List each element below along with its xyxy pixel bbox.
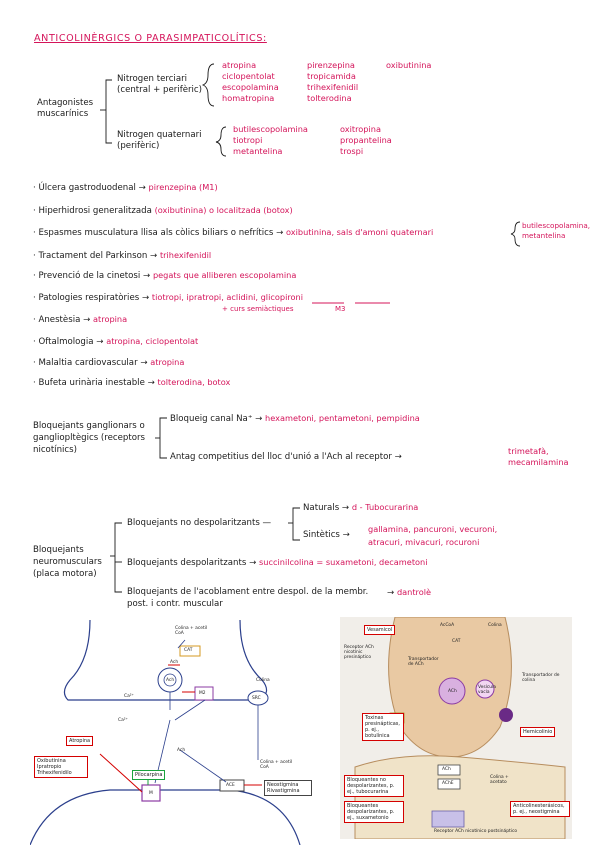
fig-right-toxinas: Toxinas presinápticas, p. ej., botulínica <box>362 713 404 741</box>
fig-left-ach-mid: Ach <box>177 748 186 753</box>
use-respiratories: · Patologies respiratòries → tiotropi, ipratropi, aclidini, glicopironi <box>33 292 303 303</box>
fig-right-cat: CAT <box>452 639 461 644</box>
quaternari-col2 <box>340 124 392 157</box>
fig-right-acetilcoa: AcCoA <box>440 623 455 628</box>
neuromusculars-label: Bloquejants neuromusculars (placa motora) <box>33 545 102 579</box>
fig-right-hemicolinio: Hemicolinio <box>520 727 555 737</box>
terciari-col3 <box>386 60 431 71</box>
terciari-col2 <box>307 60 358 104</box>
quaternari-col1 <box>233 124 308 157</box>
fig-left-oxibutinina: Oxibutinina Ipratropio Trihexifenidilo <box>34 756 88 778</box>
figure-left-drawing <box>30 620 315 845</box>
naturals-label: Naturals → d - Tubocurarina <box>303 502 419 513</box>
use-espasmes-extra: butilescopolamina, metantelina <box>522 221 591 240</box>
figure-right <box>340 617 572 839</box>
fig-right-ach2: ACh <box>442 767 451 772</box>
fig-right-ach: ACh <box>448 689 457 694</box>
fig-right-receptor-pre: Receptor ACh nicotínic presináptico <box>344 645 374 660</box>
drug-name: oxibutinina <box>386 60 432 70</box>
use-espasmes: · Espasmes musculatura llisa als còlics biliars o nefrítics → oxibutinina, sals d'amoni quaternari <box>33 227 433 238</box>
fig-right-transportador: Transportador de ACh <box>408 657 439 667</box>
drug-name: butilescopolamina <box>233 124 308 134</box>
fig-right-receptor-post: Receptor ACh nicotínico postsináptico <box>434 829 518 834</box>
terciari-label: Nitrogen terciari (central + perifèric) <box>117 74 203 95</box>
fig-left-atropina: Atropina <box>66 736 93 746</box>
use-ulcera: · Úlcera gastroduodenal → pirenzepina (M1) <box>33 182 218 193</box>
fig-right-anticolinesterasicos: Anticolinesterásicos, p. ej., neostigmina <box>510 801 570 817</box>
ganglionars-antag: Antag competitius del lloc d'unió a l'Ach al receptor → <box>170 452 402 462</box>
fig-right-ache: AChE <box>442 781 454 786</box>
drug-name: tropicamida <box>307 71 356 81</box>
use-oftalmologia: · Oftalmologia → atropina, ciclopentolat <box>33 336 198 347</box>
fig-left-colina-right: Colina <box>256 678 270 683</box>
terciari-col1 <box>222 60 279 104</box>
drug-name: tiotropi <box>233 135 263 145</box>
fig-left-ach-top: Ach <box>170 660 179 665</box>
use-parkinson: · Tractament del Parkinson → trihexifenidil <box>33 250 211 261</box>
drug-name: metantelina <box>233 146 283 156</box>
drug-name: atropina <box>222 60 257 70</box>
fig-left-src: SRC <box>252 696 261 701</box>
fig-left-ca2: Ca²⁺ <box>118 718 128 723</box>
use-hiperhidrosi: · Hiperhidrosi generalitzada (oxibutinina) o localitzada (botox) <box>33 205 293 216</box>
fig-left-cat: CAT <box>184 648 193 653</box>
use-respiratories-note2: M3 <box>335 305 346 313</box>
ganglionars-label: Bloquejants ganglionars o gangliopltègics (receptors nicotínics) <box>33 421 146 455</box>
use-bufeta: · Bufeta urinària inestable → tolterodina, botox <box>33 377 230 388</box>
acobl-drugs: → dantrolè <box>387 587 432 598</box>
fig-left-pilocarpina: Pilocarpina <box>132 770 165 780</box>
use-cinetosi: · Prevenció de la cinetosi → pegats que alliberen escopolamina <box>33 270 296 281</box>
drug-name: trospi <box>340 146 364 156</box>
drug-name: oxitropina <box>340 124 381 134</box>
antagonistes-label: Antagonistes muscarínics <box>37 98 94 119</box>
fig-left-ach-vesicle: Ach <box>166 678 175 683</box>
fig-left-colina-acetil: Colina + acetil CoA <box>175 626 208 636</box>
drug-name: escopolamina <box>222 82 279 92</box>
page-title: ANTICOLINÈRGICS O PARASIMPATICOLÍTICS: <box>34 33 267 44</box>
acobl-label: Bloquejants de l'acoblament entre despol. de la membr. post. i contr. muscular <box>127 587 369 609</box>
fig-right-vesicula: Vesícula vacía <box>478 685 496 695</box>
fig-left-m: M <box>149 791 153 796</box>
ganglionars-antag-drugs: trimetafà, mecamilamina <box>508 446 569 467</box>
drug-name: pirenzepina <box>307 60 355 70</box>
sintetics-drugs-1: gallamina, pancuroni, vecuroni, <box>368 524 498 534</box>
fig-right-transportador-colina: Transportador de colina <box>522 673 560 683</box>
fig-right-colina: Colina <box>488 623 502 628</box>
drug-name: propantelina <box>340 135 392 145</box>
drug-name: ciclopentolat <box>222 71 275 81</box>
fig-right-colina-acetato: Colina + acetato <box>490 775 509 785</box>
drug-name: homatropina <box>222 93 275 103</box>
sintetics-drugs-2: atracuri, mivacuri, rocuroni <box>368 537 480 547</box>
use-anestesia: · Anestèsia → atropina <box>33 314 127 325</box>
use-respiratories-note1: + curs semiàctiques <box>222 305 294 313</box>
figure-left <box>30 620 315 845</box>
use-cardiovascular: · Malaltia cardiovascular → atropina <box>33 357 184 368</box>
fig-right-bloq-despol: Bloqueantes despolarizantes, p. ej., suxametonio <box>344 801 404 823</box>
fig-left-neostigmina: Neostigmina Rivastigmina <box>264 780 312 796</box>
drug-name: tolterodina <box>307 93 352 103</box>
quaternari-label: Nitrogen quaternari (perifèric) <box>117 130 202 151</box>
fig-left-colina-acetil2: Colina + acetil CoA <box>260 760 293 770</box>
fig-right-bloq-no-despol: Bloqueantes no despolarizantes, p. ej., tubocurarina <box>344 775 404 797</box>
no-despol-label: Bloquejants no despolaritzants — <box>127 518 272 528</box>
ganglionars-bloqueig: Bloqueig canal Na⁺ → hexametoni, pentametoni, pempidina <box>170 413 420 424</box>
despol-label: Bloquejants despolaritzants → succinilcolina = suxametoni, decametoni <box>127 557 428 568</box>
fig-left-ace: ACE <box>226 783 235 788</box>
fig-left-ca: Ca²⁺ <box>124 694 134 699</box>
fig-right-vesamicol: Vesamicol <box>364 625 395 635</box>
drug-name: trihexifenidil <box>307 82 359 92</box>
sintetics-label: Sintètics → <box>303 530 350 540</box>
fig-left-m2: M2 <box>199 691 206 696</box>
